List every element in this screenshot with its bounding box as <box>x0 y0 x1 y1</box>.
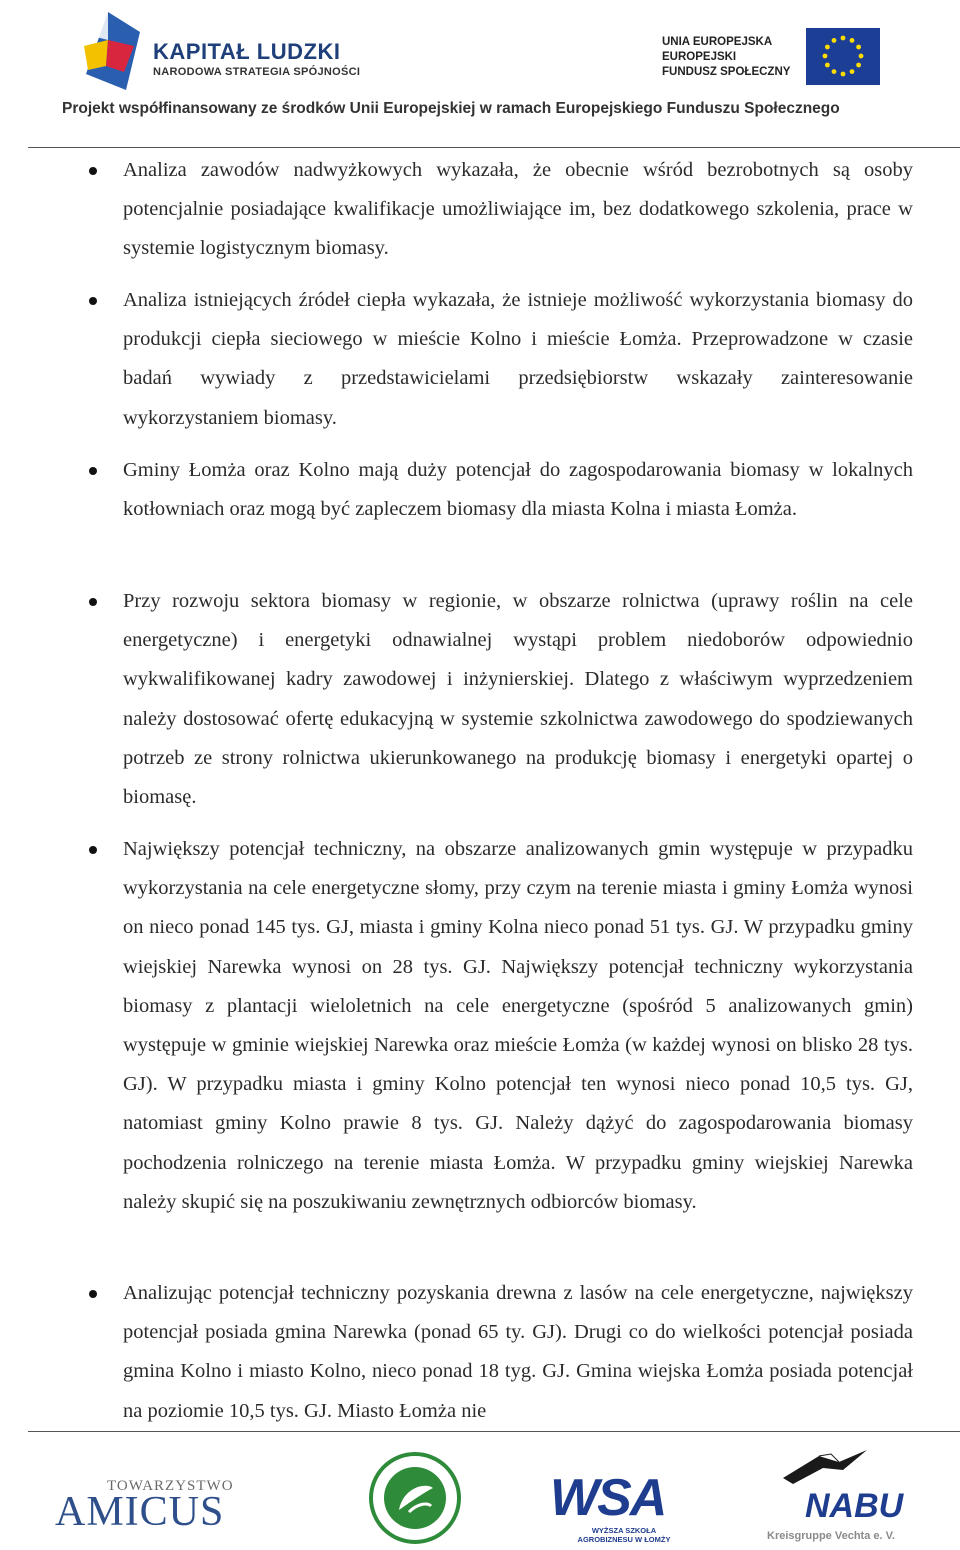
amicus-logo-main-text: AMICUS <box>55 1489 225 1535</box>
page-footer <box>0 1432 960 1550</box>
list-item <box>123 281 913 438</box>
header-divider <box>28 147 960 148</box>
kapital-ludzki-subtitle: NARODOWA STRATEGIA SPÓJNOŚCI <box>153 66 361 78</box>
kapital-ludzki-logo-icon <box>78 10 148 92</box>
nabu-logo-main-text: NABU <box>805 1487 904 1525</box>
list-item-text: Gminy Łomża oraz Kolno mają duży potencjał do zagospodarowania biomasy w lokalnych kotłowniach oraz mogą być zapleczem biomasy dla miasta Kolna i miasta Łomża. <box>123 459 913 521</box>
bullet-icon <box>89 1290 97 1298</box>
kapital-ludzki-title: KAPITAŁ LUDZKI <box>153 39 341 64</box>
bullet-icon <box>89 598 97 606</box>
bullet-icon <box>89 467 97 475</box>
list-item-text: Analiza istniejących źródeł ciepła wykazała, że istnieje możliwość wykorzystania biomasy do produkcji ciepła sieciowego w mieście Kolno i mieście Łomża. Przeprowadzone w czasie badań wywiady z przedstawicielami przedsiębiorstw wskazały zainteresowanie wykorzystaniem biomasy. <box>123 289 913 429</box>
wsa-logo-main-text: WSA <box>550 1469 666 1527</box>
stork-icon <box>779 1448 869 1490</box>
list-item <box>123 582 913 817</box>
eu-line-3: FUNDUSZ SPOŁECZNY <box>662 66 791 78</box>
amicus-logo <box>55 1478 265 1538</box>
eu-text-block <box>662 35 790 80</box>
page-header <box>0 0 960 148</box>
list-item <box>123 151 913 269</box>
project-cofinancing-line: Projekt współfinansowany ze środków Unii Europejskiej w ramach Europejskiego Funduszu Społecznego <box>62 100 840 117</box>
bullet-icon <box>89 297 97 305</box>
wsa-logo <box>550 1469 690 1544</box>
kapital-ludzki-wordmark <box>153 40 360 78</box>
eu-flag-icon <box>806 28 880 85</box>
nabu-logo-subtitle: Kreisgruppe Vechta e. V. <box>767 1530 895 1542</box>
agencja-ekorozwoju-logo-icon <box>369 1452 461 1544</box>
list-item-text: Przy rozwoju sektora biomasy w regionie, w obszarze rolnictwa (uprawy roślin na cele energetyczne) i energetyki odnawialnej wystąpi problem niedoborów odpowiednio wykwalifikowanej kadry zawodowej i inżynierskiej. Dlatego z właściwym wyprzedzeniem należy dostosować ofertę edukacyjną w systemie szkolnictwa zawodowego do spodziewanych potrzeb ze strony rolnictwa ukierunkowanego na produkcję biomasy i energetyki opartej o biomasę. <box>123 590 913 809</box>
wsa-logo-subtitle: WYŻSZA SZKOŁA AGROBIZNESU W ŁOMŻY <box>577 1526 671 1544</box>
amicus-logo-top-text: TOWARZYSTWO <box>107 1478 234 1494</box>
eu-line-2: EUROPEJSKI <box>662 51 737 63</box>
list-item <box>123 1274 913 1431</box>
list-item <box>123 830 913 1222</box>
list-item-text: Analizując potencjał techniczny pozyskania drewna z lasów na cele energetyczne, największy potencjał posiada gmina Narewka (ponad 65 ty. GJ). Drugi co do wielkości potencjał posiada gmina Kolno i miasto Kolno, nieco ponad 18 tyg. GJ. Gmina wiejska Łomża posiada potencjał na poziomie 10,5 tys. GJ. Miasto Łomża nie <box>123 1282 913 1422</box>
bullet-icon <box>89 846 97 854</box>
list-item-text: Analiza zawodów nadwyżkowych wykazała, że obecnie wśród bezrobotnych są osoby potencjalnie posiadające kwalifikacje umożliwiające im, bez dodatkowego szkolenia, prace w systemie logistycznym biomasy. <box>123 159 913 260</box>
list-item-text: Największy potencjał techniczny, na obszarze analizowanych gmin występuje w przypadku wykorzystania na cele energetyczne słomy, przy czym na terenie miasta i gminy Łomża wynosi on nieco ponad 145 tys. GJ, miasta i gminy Kolna nieco ponad 51 tys. GJ. W przypadku gminy wiejskiej Narewka wynosi on 28 tys. GJ. Największy potencjał techniczny wykorzystania biomasy z plantacji wieloletnich na cele energetyczne (spośród 5 analizowanych gmin) występuje w gminie wiejskiej Narewka oraz mieście Łomża (w każdej wynosi on blisko 28 tys. GJ). W przypadku miasta i gminy Kolno potencjał ten wynosi nieco ponad 10,5 tys. GJ, natomiast gminy Kolno prawie 8 tys. GJ. Należy dążyć do zagospodarowania biomasy pochodzenia rolniczego na terenie miasta Łomża. W przypadku gminy wiejskiej Narewka należy skupić się na poszukiwaniu zewnętrznych odbiorców biomasy. <box>123 838 913 1213</box>
eu-line-1: UNIA EUROPEJSKA <box>662 36 773 48</box>
bullet-icon <box>89 167 97 175</box>
nabu-logo <box>765 1448 915 1546</box>
list-item <box>123 451 913 529</box>
